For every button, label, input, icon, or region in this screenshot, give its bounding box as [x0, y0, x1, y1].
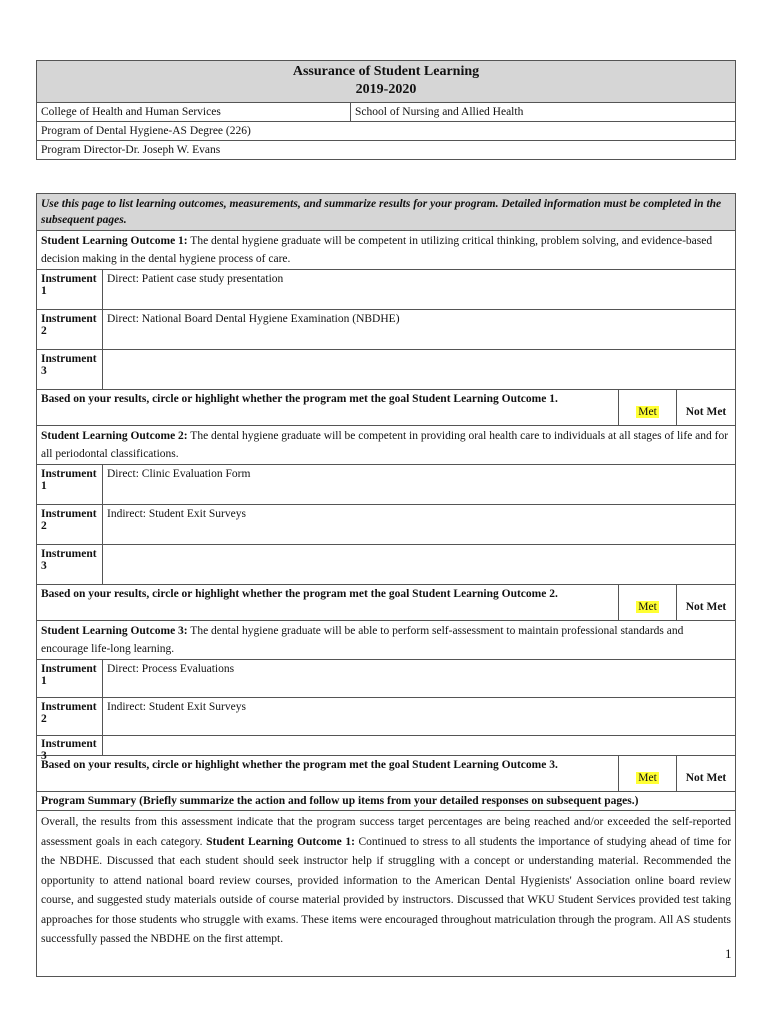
- slo-1-instrument-1: [37, 269, 735, 309]
- slo-1: [37, 230, 735, 269]
- summary-intro: Overall, the results from this assessment indicate that the program success target percentages are being reached and/or exceeded the self-reported assessment goals in each category.: [41, 816, 731, 848]
- instrument-label: Instrument 2: [37, 698, 103, 735]
- slo-2-result: [37, 584, 735, 620]
- instrument-label: Instrument 2: [37, 505, 103, 544]
- page-title: Assurance of Student Learning: [292, 64, 480, 79]
- slo-1-text: The dental hygiene graduate will be competent in utilizing critical thinking, problem solving, and evidence-based decision making in the dental hygiene process of care.: [41, 235, 713, 265]
- instrument-value: Direct: Process Evaluations: [107, 663, 235, 675]
- instrument-label: Instrument 3: [37, 545, 103, 584]
- director-cell: Program Director-Dr. Joseph W. Evans: [41, 144, 221, 156]
- slo-2-label: Student Learning Outcome 2:: [41, 430, 188, 442]
- summary-heading: Program Summary (Briefly summarize the action and follow up items from your detailed responses on subsequent pages.): [37, 791, 735, 810]
- slo-3-label: Student Learning Outcome 3:: [41, 625, 188, 637]
- not-met-option: Not Met: [685, 771, 727, 784]
- instrument-value: Direct: Clinic Evaluation Form: [107, 468, 251, 480]
- title-block: [37, 61, 735, 102]
- instrument-value: Indirect: Student Exit Surveys: [107, 508, 246, 520]
- slo-3-text: The dental hygiene graduate will be able to perform self-assessment to maintain professional standards and encourage life-long learning.: [41, 625, 684, 655]
- page-number: 1: [725, 946, 732, 961]
- met-highlight: Met: [638, 600, 657, 613]
- slo-1-result: [37, 389, 735, 425]
- not-met-option: Not Met: [685, 600, 727, 613]
- instrument-value: [103, 545, 735, 584]
- result-prompt: Based on your results, circle or highlight whether the program met the goal Student Learning Outcome 1.: [37, 390, 619, 425]
- college-cell: College of Health and Human Services: [37, 103, 351, 121]
- instrument-label: Instrument 3: [37, 350, 103, 389]
- slo-2: [37, 425, 735, 464]
- slo-2-text: The dental hygiene graduate will be competent in providing oral health care to individuals at all stages of life and for all periodontal classifications.: [41, 430, 729, 460]
- met-option: [619, 756, 677, 791]
- instrument-value: Direct: Patient case study presentation: [107, 273, 284, 285]
- result-prompt: Based on your results, circle or highlight whether the program met the goal Student Learning Outcome 2.: [37, 585, 619, 620]
- met-option: [619, 585, 677, 620]
- slo-1-instrument-3: [37, 349, 735, 389]
- met-highlight: Met: [638, 771, 657, 784]
- summary-body: Continued to stress to all students the importance of studying ahead of time for the NBDHE. Discussed that each student should seek instructor help if struggling with a concept or understanding material. Recommended the opportunity to attend national board review courses, provided information to the American Dental Hygienists' Association online board review course, and suggested study materials outside of course material provided by instructors. Discussed that WKU Student Services provided test taking approaches for those students who struggle with exams. These items were encouraged throughout matriculation through the program. All AS students successfully passed the NBDHE on the first attempt.: [41, 835, 732, 945]
- instrument-label: Instrument 1: [37, 660, 103, 697]
- slo-1-instrument-2: [37, 309, 735, 349]
- instrument-label: Instrument 2: [37, 310, 103, 349]
- slo-3-instrument-3: [37, 735, 735, 762]
- instrument-label: Instrument 1: [37, 270, 103, 309]
- slo-3-instrument-2: [37, 697, 735, 735]
- slo-2-instrument-2: [37, 504, 735, 544]
- result-prompt: Based on your results, circle or highlight whether the program met the goal Student Learning Outcome 3.: [37, 756, 619, 791]
- slo-3-result: [37, 755, 735, 791]
- instrument-label: Instrument 3: [37, 736, 103, 755]
- slo-2-instrument-1: [37, 464, 735, 504]
- slo-3: [37, 620, 735, 659]
- instructions: Use this page to list learning outcomes, measurements, and summarize results for your program. Detailed information must be completed in the subsequent pages.: [37, 194, 735, 230]
- year: 2019-2020: [355, 82, 417, 97]
- instrument-value: Indirect: Student Exit Surveys: [107, 701, 246, 713]
- met-option: [619, 390, 677, 425]
- instrument-value: Direct: National Board Dental Hygiene Examination (NBDHE): [107, 313, 400, 325]
- instrument-value: [103, 350, 735, 389]
- summary-text: [37, 810, 735, 976]
- met-highlight: Met: [638, 405, 657, 418]
- not-met-option: Not Met: [685, 405, 727, 418]
- summary-slo-label: Student Learning Outcome 1:: [206, 835, 355, 848]
- slo-2-instrument-3: [37, 544, 735, 584]
- slo-1-label: Student Learning Outcome 1:: [41, 235, 188, 247]
- program-cell: Program of Dental Hygiene-AS Degree (226): [41, 125, 251, 137]
- header-table: [36, 60, 736, 160]
- outcomes-table: [36, 193, 736, 977]
- instrument-label: Instrument 1: [37, 465, 103, 504]
- instrument-value: [103, 736, 735, 755]
- slo-3-instrument-1: [37, 659, 735, 697]
- school-cell: School of Nursing and Allied Health: [355, 106, 524, 118]
